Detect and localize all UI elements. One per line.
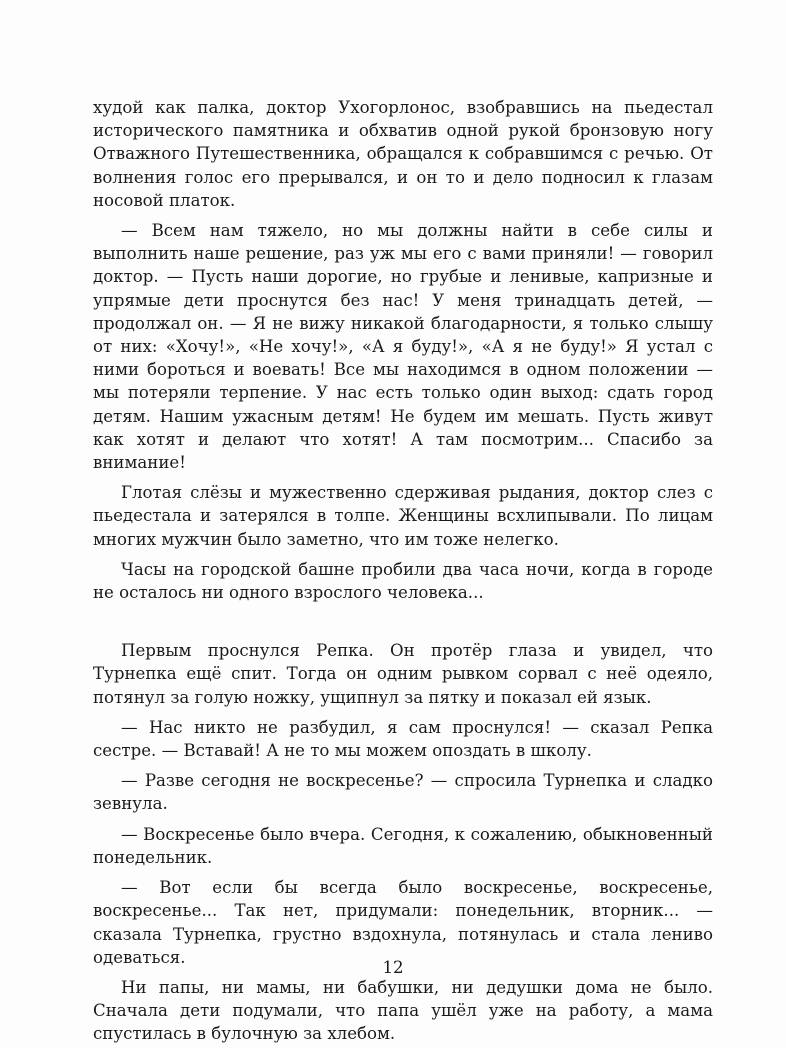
page-number: 12 <box>382 958 404 977</box>
paragraph: Ни папы, ни мамы, ни бабушки, ни дедушки дома не было. Сначала дети подумали, что папа ушёл уже на работу, а мама спустилась в булочную за хлебом. <box>93 977 713 1044</box>
section-break <box>93 611 713 639</box>
paragraph: Часы на городской башне пробили два часа ночи, когда в городе не осталось ни одного взрослого человека... <box>93 559 713 603</box>
paragraph: — Нас никто не разбудил, я сам проснулся! — сказал Репка сестре. — Вставай! А не то мы можем опоздать в школу. <box>93 717 713 761</box>
paragraph: худой как палка, доктор Ухогорлонос, взобравшись на пьедестал исторического памятника и обхватив одной рукой бронзовую ногу Отважного Путешественника, обращался к собравшимся с речью. От волнения голос его прерывался, и он то и дело подносил к глазам носовой платок. <box>93 98 713 210</box>
paragraph: — Всем нам тяжело, но мы должны найти в себе силы и выполнить наше решение, раз уж мы его с вами приняли! — говорил доктор. — Пусть наши дорогие, но грубые и ленивые, капризные и упрямые дети проснутся без нас! У меня тринадцать детей, — продолжал он. — Я не вижу никакой благодарности, я только слышу от них: «Хочу!», «Не хочу!», «А я буду!», «А я не буду!» Я устал с ними бороться и воевать! Все мы находимся в одном положении — мы потеряли терпение. У нас есть только один выход: сдать город детям. Нашим ужасным детям! Не будем им мешать. Пусть живут как хотят и делают что хотят! А там посмотрим... Спасибо за внимание! <box>93 221 713 473</box>
paragraph: — Вот если бы всегда было воскресенье, воскресенье, воскресенье... Так нет, придумали: понедельник, вторник... — сказала Турнепка, грустно вздохнула, потянулась и стала лениво одеваться. <box>93 878 713 967</box>
paragraph: — Воскресенье было вчера. Сегодня, к сожалению, обыкновенный понедельник. <box>93 824 713 867</box>
paragraph: — Разве сегодня не воскресенье? — спросила Турнепка и сладко зевнула. <box>93 771 713 814</box>
paragraph: Глотая слёзы и мужественно сдерживая рыдания, доктор слез с пьедестала и затерялся в толпе. Женщины всхлипывали. По лицам многих мужчин было заметно, что им тоже нелегко. <box>93 483 713 549</box>
body-text <box>93 96 713 1053</box>
paragraph: Первым проснулся Репка. Он протёр глаза и увидел, что Турнепка ещё спит. Тогда он одним рывком сорвал с неё одеяло, потянул за голую ножку, ущипнул за пятку и показал ей язык. <box>93 641 713 707</box>
